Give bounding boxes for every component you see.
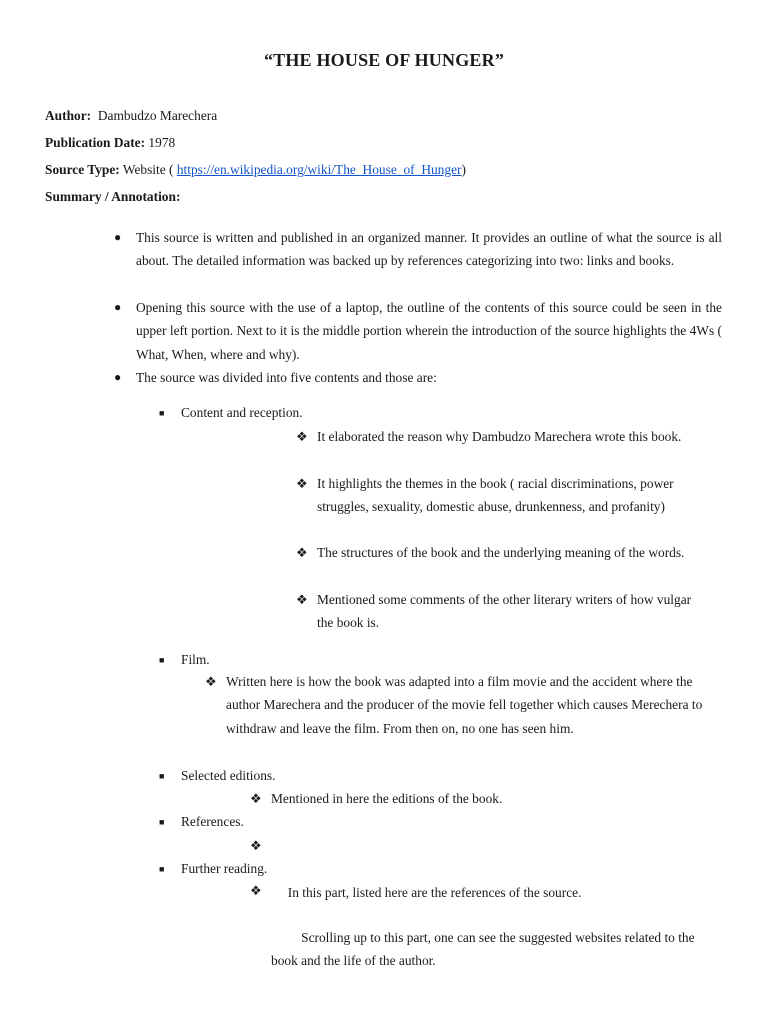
document-title: “THE HOUSE OF HUNGER” bbox=[263, 50, 505, 70]
section-heading bbox=[159, 401, 721, 424]
summary-label: Summary / Annotation: bbox=[45, 189, 181, 204]
section-heading-text: References. bbox=[181, 814, 244, 829]
section-item-text: Mentioned some comments of the other literary writers of how vulgar the book is. bbox=[317, 592, 692, 631]
diamond-marker: ❖ bbox=[296, 545, 308, 560]
section-heading bbox=[159, 764, 721, 787]
bullet-marker: ● bbox=[114, 370, 122, 384]
diamond-marker: ❖ bbox=[296, 429, 308, 444]
section-item bbox=[250, 879, 722, 996]
source-type-value: Website bbox=[122, 162, 166, 177]
section-item-text: Scrolling up to this part, one can see the suggested websites related to the book and the life of the author. bbox=[271, 929, 698, 969]
source-open-paren: ( bbox=[165, 162, 177, 177]
section-item bbox=[296, 472, 709, 519]
section-item bbox=[205, 670, 722, 740]
section-heading bbox=[159, 857, 721, 880]
section-item bbox=[296, 425, 709, 448]
section-heading-text: Further reading. bbox=[181, 861, 268, 876]
publication-date-value: 1978 bbox=[148, 135, 176, 150]
bullet-item bbox=[114, 226, 722, 273]
section-heading-text: Content and reception. bbox=[181, 405, 303, 420]
section-item-text: The structures of the book and the underlying meaning of the words. bbox=[317, 545, 685, 560]
publication-date-label: Publication Date: bbox=[45, 135, 146, 150]
author-line bbox=[45, 106, 217, 126]
author-value: Dambudzo Marechera bbox=[97, 108, 218, 123]
section-heading-text: Film. bbox=[181, 652, 210, 667]
section-heading bbox=[159, 648, 721, 671]
square-marker: ■ bbox=[159, 864, 165, 874]
section-heading bbox=[159, 810, 721, 833]
bullet-marker: ● bbox=[114, 230, 122, 244]
section-item-text: In this part, listed here are the references of the source. bbox=[284, 884, 582, 900]
bullet-text: The source was divided into five contents and those are: bbox=[136, 370, 437, 385]
section-item bbox=[296, 588, 709, 635]
diamond-marker: ❖ bbox=[296, 592, 308, 607]
bullet-marker: ● bbox=[114, 300, 122, 314]
square-marker: ■ bbox=[159, 771, 165, 781]
section-item-text: Written here is how the book was adapted into a film movie and the accident where the author Marechera and the producer of the movie fell together which causes Merechera to withdraw and leave the film. From then on, no one has seen him. bbox=[226, 674, 703, 736]
square-marker: ■ bbox=[159, 408, 165, 418]
bullet-text: Opening this source with the use of a laptop, the outline of the contents of this source could be seen in the upper left portion. Next to it is the middle portion wherein the introduction of the source highlights the 4Ws ( What, When, where and why). bbox=[136, 300, 722, 362]
source-close-paren: ) bbox=[461, 162, 466, 177]
diamond-marker: ❖ bbox=[250, 791, 262, 806]
section-item-text: Mentioned in here the editions of the book. bbox=[271, 791, 503, 806]
bullet-item bbox=[114, 296, 722, 366]
publication-date-line bbox=[45, 133, 175, 153]
square-marker: ■ bbox=[159, 817, 165, 827]
diamond-marker: ❖ bbox=[250, 838, 262, 853]
author-label: Author: bbox=[45, 108, 92, 123]
summary-line bbox=[45, 187, 180, 207]
source-type-label: Source Type: bbox=[45, 162, 120, 177]
section-item bbox=[296, 541, 709, 564]
source-url-link[interactable]: https://en.wikipedia.org/wiki/The_House_of_Hunger bbox=[176, 162, 462, 177]
diamond-marker: ❖ bbox=[250, 883, 262, 898]
diamond-marker: ❖ bbox=[205, 674, 217, 689]
bullet-item bbox=[114, 366, 722, 389]
section-item-text: It elaborated the reason why Dambudzo Marechera wrote this book. bbox=[317, 429, 682, 444]
section-item bbox=[250, 787, 721, 810]
bullet-text: This source is written and published in an organized manner. It provides an outline of what the source is all about. The detailed information was backed up by references categorizing into two: links and books. bbox=[136, 230, 722, 269]
section-item-text: It highlights the themes in the book ( racial discriminations, power struggles, sexuality, domestic abuse, drunkenness, and profanity) bbox=[317, 476, 674, 515]
square-marker: ■ bbox=[159, 655, 165, 665]
diamond-marker: ❖ bbox=[296, 476, 308, 491]
source-type-line bbox=[45, 160, 466, 180]
section-heading-text: Selected editions. bbox=[181, 768, 276, 783]
